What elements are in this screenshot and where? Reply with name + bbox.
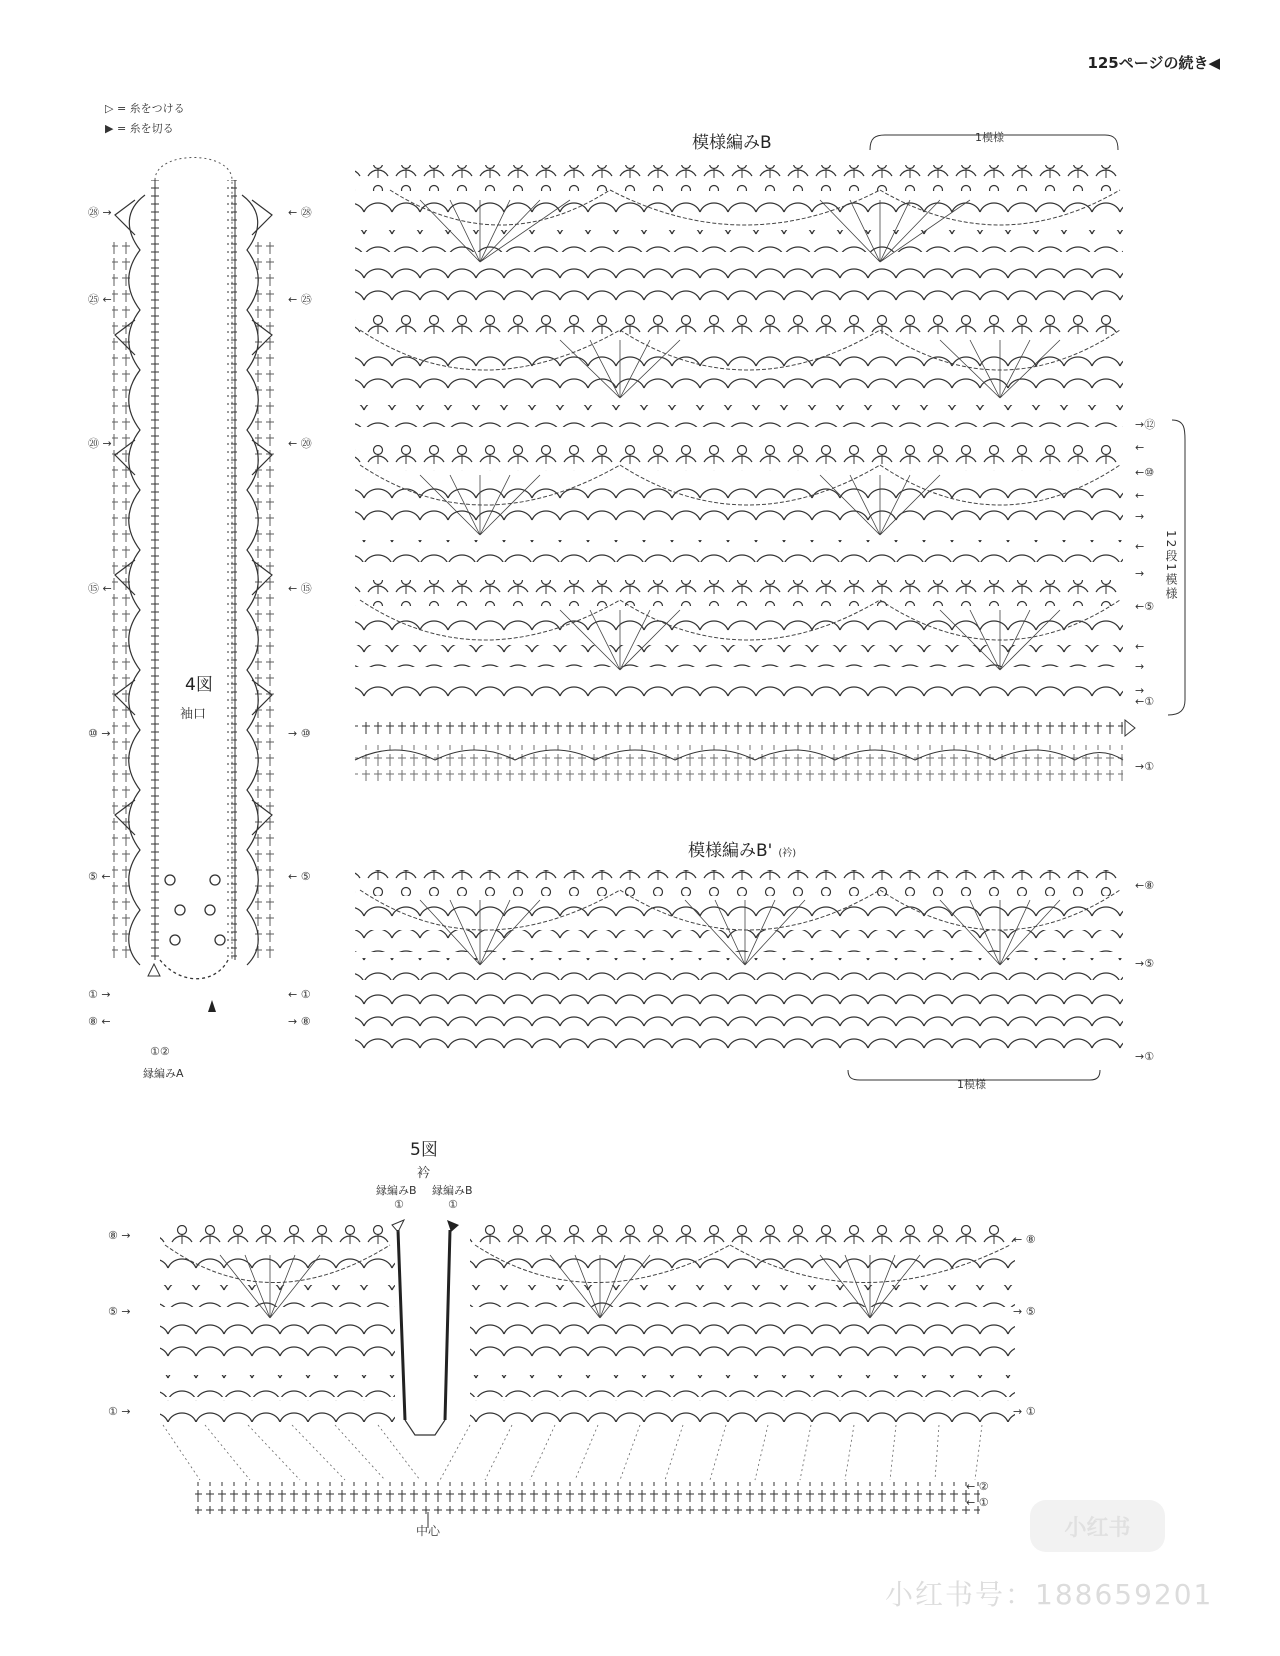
fig5-left-mark: ① xyxy=(394,1198,404,1211)
fig4-bottom-marks: ①② xyxy=(150,1045,170,1058)
pattern-b-repeat-label: 1模様 xyxy=(975,131,1004,144)
fig4-row-left: ⑤ ← xyxy=(88,870,111,883)
fig4-row-left: ⑳ → xyxy=(88,437,112,450)
pattern-b-prime-note: (衿) xyxy=(778,848,797,859)
pattern-b-row-mark: → xyxy=(1135,684,1145,697)
pattern-b-row-mark: ←① xyxy=(1135,695,1155,708)
cut-yarn-icon: ▶ xyxy=(105,122,114,135)
fig5-title: 5図 xyxy=(410,1140,438,1160)
fig5-base-row: ← ① xyxy=(966,1496,989,1509)
pattern-b-row-mark: ← xyxy=(1135,540,1145,553)
fig5-center-label: 中心 xyxy=(416,1524,441,1538)
fig4-row-left: ㉕ ← xyxy=(88,293,112,306)
fig5-right-row: ← ⑧ xyxy=(1013,1233,1036,1246)
fig5-subtitle: 衿 xyxy=(417,1166,431,1181)
pattern-b-row-mark: ← xyxy=(1135,489,1145,502)
fig5-left-row: ① → xyxy=(108,1405,131,1418)
page-continued-header: 125ページの続き◀ xyxy=(1087,54,1220,72)
pattern-b-rows-label: 12段1模様 xyxy=(1164,530,1178,601)
fig4-row-right: ← ㉘ xyxy=(288,206,312,219)
pattern-b-row-mark: →① xyxy=(1135,760,1155,773)
fig4-row-left: ① → xyxy=(88,988,111,1001)
fig5-right-row: → ⑤ xyxy=(1013,1305,1036,1318)
pattern-b-row-mark: ←⑤ xyxy=(1135,600,1155,613)
pattern-b-row-mark: ← xyxy=(1135,441,1145,454)
pattern-b-prime-row-mark: ←⑧ xyxy=(1135,879,1155,892)
fig5-base-row: ← ② xyxy=(966,1480,989,1493)
legend-attach-text: = 糸をつける xyxy=(116,102,185,115)
watermark-id: 小红书号：188659201 xyxy=(885,1578,1214,1611)
pattern-b-row-mark: → xyxy=(1135,660,1145,673)
fig4-chart xyxy=(112,158,275,1013)
legend-cut-text: = 糸を切る xyxy=(116,122,174,135)
fig5-right-mark: ① xyxy=(448,1198,458,1211)
fig4-row-left: ㉘ → xyxy=(88,206,112,219)
pattern-b-prime-row-mark: →⑤ xyxy=(1135,957,1155,970)
pattern-b-title: 模様編みB xyxy=(692,133,772,153)
fig4-row-right: ← ① xyxy=(288,988,311,1001)
fig4-row-left: ⑧ ← xyxy=(88,1015,111,1028)
fig4-row-right: ← ⑮ xyxy=(288,582,312,595)
pattern-b-row-mark: ← xyxy=(1135,640,1145,653)
pattern-b-prime-title: 模様編みB' (衿) xyxy=(688,841,797,861)
fig5-left-label: 縁編みB xyxy=(376,1184,417,1197)
fig4-row-right: → ⑧ xyxy=(288,1015,311,1028)
pattern-b-prime-row-mark: →① xyxy=(1135,1050,1155,1063)
fig4-row-right: ← ⑤ xyxy=(288,870,311,883)
fig4-row-right: ← ⑳ xyxy=(288,437,312,450)
pattern-b-row-mark: → xyxy=(1135,567,1145,580)
fig5-left-row: ⑤ → xyxy=(108,1305,131,1318)
fig4-title: 4図 xyxy=(185,675,213,695)
fig5-right-row: → ① xyxy=(1013,1405,1036,1418)
fig5-left-row: ⑧ → xyxy=(108,1229,131,1242)
pattern-b-prime-chart xyxy=(355,870,1123,1080)
pattern-b-chart xyxy=(355,135,1185,781)
attach-yarn-icon: ▷ xyxy=(105,102,114,115)
pattern-b-prime-repeat-label: 1模様 xyxy=(957,1078,986,1091)
fig4-row-left: ⑩ → xyxy=(88,727,111,740)
fig5-right-label: 縁編みB xyxy=(432,1184,473,1197)
fig4-subtitle: 袖口 xyxy=(180,707,207,722)
fig5-chart xyxy=(160,1220,1015,1528)
xiaohongshu-logo: 小红书 xyxy=(1030,1500,1165,1552)
pattern-b-row-mark: ←⑩ xyxy=(1135,466,1155,479)
fig4-row-right: ← ㉕ xyxy=(288,293,312,306)
fig4-row-right: → ⑩ xyxy=(288,727,311,740)
fig4-row-left: ⑮ ← xyxy=(88,582,112,595)
pattern-b-row-mark: → xyxy=(1135,510,1145,523)
fig4-bottom-label: 縁編みA xyxy=(143,1067,184,1080)
pattern-b-row-mark: →⑫ xyxy=(1135,418,1156,431)
